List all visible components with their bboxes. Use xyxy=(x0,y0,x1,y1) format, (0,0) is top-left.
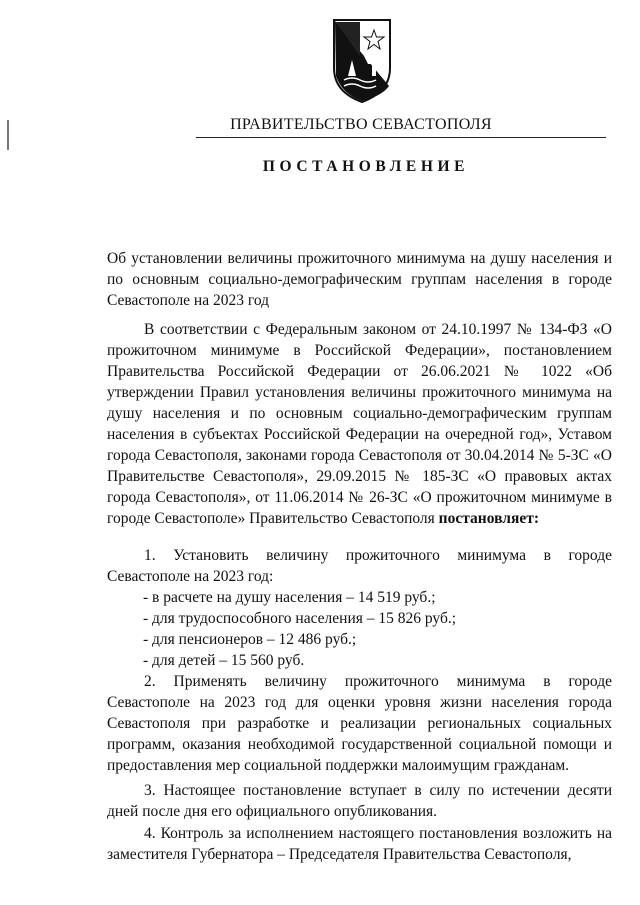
clause-1-item: - для пенсионеров – 12 486 руб.; xyxy=(143,631,357,648)
clause-1-item: - в расчете на душу населения – 14 519 руб.; xyxy=(143,589,436,606)
preamble-paragraph xyxy=(107,319,612,529)
document-title: ПОСТАНОВЛЕНИЕ xyxy=(262,158,470,175)
government-name: ПРАВИТЕЛЬСТВО СЕВАСТОПОЛЯ xyxy=(230,116,492,133)
sevastopol-coat-of-arms-icon xyxy=(330,16,394,104)
clause-1: 1. Установить величину прожиточного минимума в городе Севастополе на 2023 год: xyxy=(107,547,612,585)
margin-mark xyxy=(7,120,9,150)
document-subject: Об установлении величины прожиточного минимума на душу населения и по основным социально-демографическим группам населения в городе Севастополе на 2023 год xyxy=(107,250,612,309)
clause-1-item: - для детей – 15 560 руб. xyxy=(143,652,305,669)
preamble-verb: постановляет: xyxy=(438,510,539,527)
clause-4: 4. Контроль за исполнением настоящего постановления возложить на заместителя Губернатора – Председателя Правительства Севастополя, xyxy=(107,825,612,863)
clause-1-item: - для трудоспособного населения – 15 826 руб.; xyxy=(143,610,457,627)
clause-2: 2. Применять величину прожиточного минимума в городе Севастополе на 2023 год для оценки уровня жизни населения города Севастополя при разработке и реализации региональных социальных программ, оказания необходимой государственной социальной помощи и предоставления мер социальной поддержки малоимущим гражданам. xyxy=(107,673,612,774)
preamble-text: В соответствии с Федеральным законом от 24.10.1997 № 134-ФЗ «О прожиточном минимуме в Российской Федерации», постановлением Правительства Российской Федерации от 26.06.2021 № 1022 «Об утверждении Правил установления величины прожиточного минимума на душу населения и по основным социально-демографическим группам населения в субъектах Российской Федерации на очередной год», Уставом города Севастополя, законами города Севастополя от 30.04.2014 № 5-ЗС «О Правительстве Севастополя», 29.09.2015 № 185-ЗС «О правовых актах города Севастополя», от 11.06.2014 № 26-ЗС «О прожиточном минимуме в городе Севастополе» Правительство Севастополя xyxy=(107,321,612,527)
header-rule xyxy=(196,137,606,138)
clause-3: 3. Настоящее постановление вступает в силу по истечении десяти дней после дня его официального опубликования. xyxy=(107,782,612,820)
